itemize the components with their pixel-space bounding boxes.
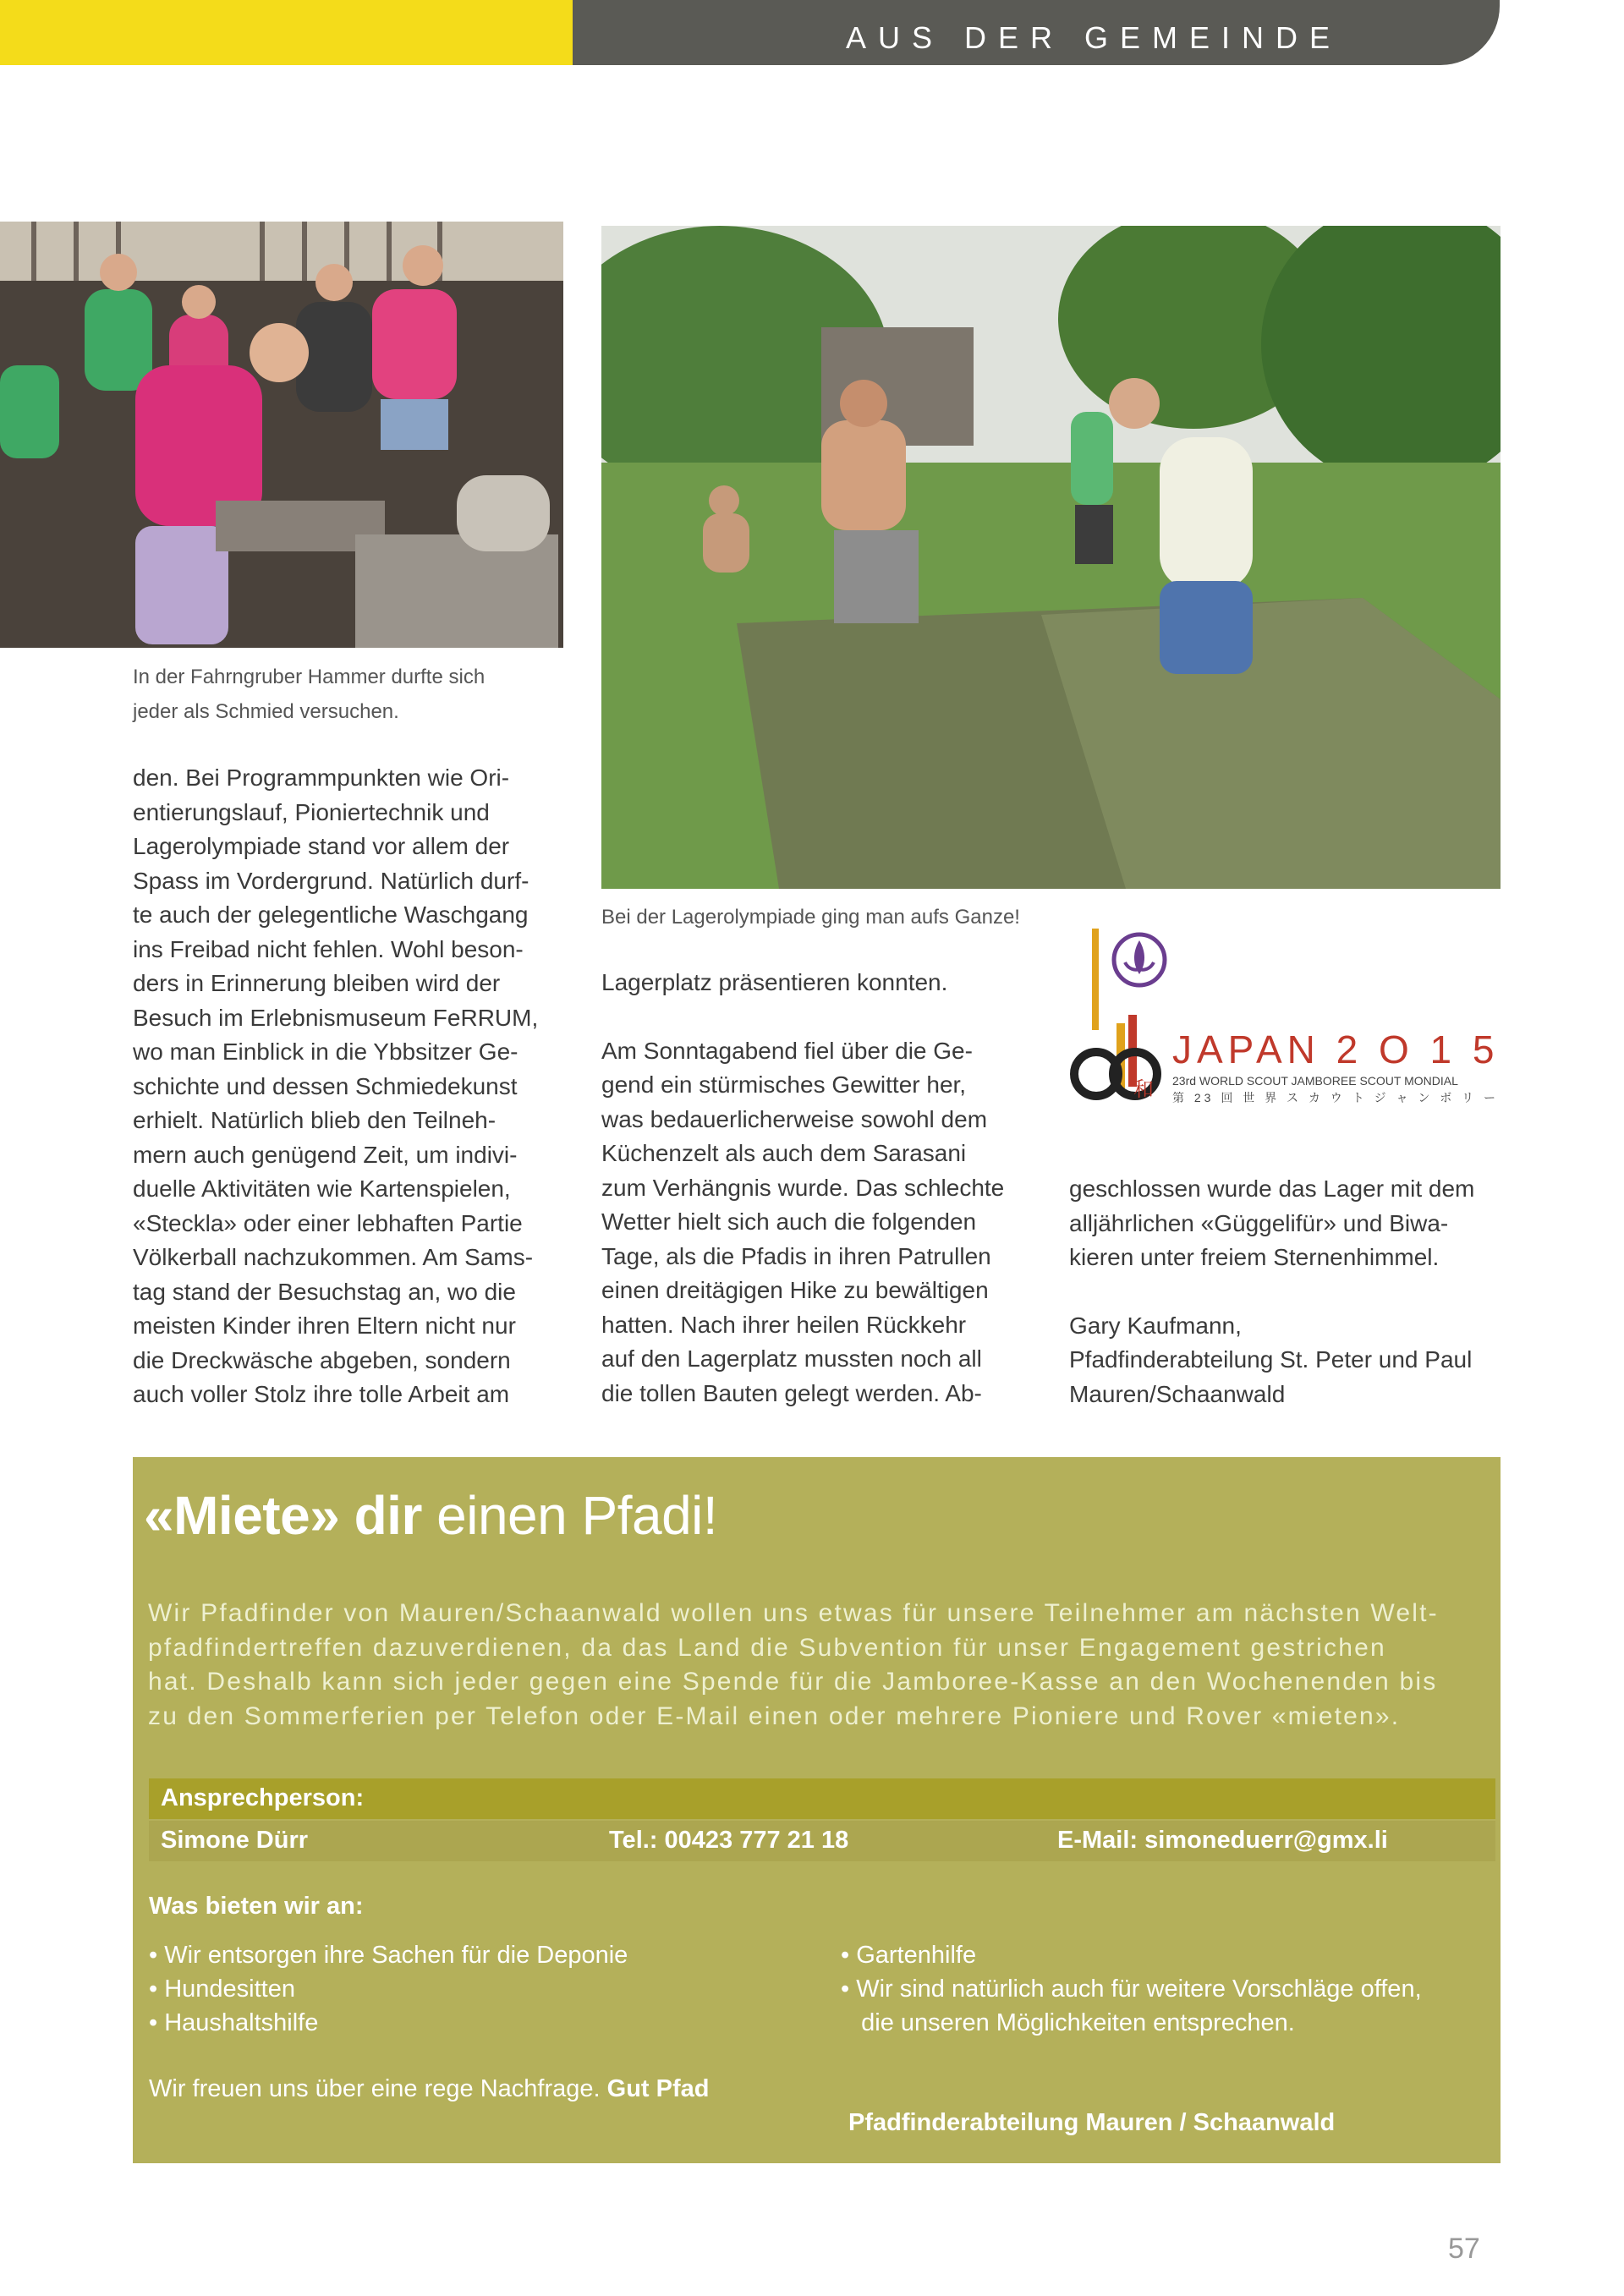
section-title: AUS DER GEMEINDE: [846, 20, 1342, 55]
text-line: auf den Lagerplatz mussten noch all: [601, 1345, 982, 1372]
photo-blacksmith-caption: [133, 660, 556, 729]
photo-lagerolympiade: [601, 226, 1501, 889]
text-line: einen dreitägigen Hike zu bewältigen: [601, 1277, 989, 1303]
text-line: zum Verhängnis wurde. Das schlechte: [601, 1174, 1005, 1201]
text-line: Wetter hielt sich auch die folgenden: [601, 1208, 977, 1235]
logo-line-2: 第 23 回 世 界 ス カ ウ ト ジ ャ ン ボ リ ー: [1172, 1091, 1500, 1104]
offer-list-left: [149, 1938, 628, 2040]
text-line: tag stand der Besuchstag an, wo die: [133, 1278, 516, 1305]
contact-label: Ansprechperson:: [161, 1784, 365, 1811]
offer-list-right: [841, 1938, 1422, 2040]
ad-intro-line: pfadfindertreffen dazuverdienen, da das Land die Subvention für unser Engagement gestrichen: [148, 1633, 1386, 1662]
text-line: Küchenzelt als auch dem Sarasani: [601, 1140, 967, 1166]
logo-line-1: 23rd WORLD SCOUT JAMBOREE SCOUT MONDIAL: [1172, 1074, 1458, 1088]
ad-signature: Pfadfinderabteilung Mauren / Schaanwald: [848, 2109, 1336, 2136]
text-line: Völkerball nachzukommen. Am Sams-: [133, 1244, 534, 1270]
list-item: • Wir sind natürlich auch für weitere Vorschläge offen,: [841, 1975, 1422, 2003]
ad-thanks-bold: Gut Pfad: [606, 2075, 710, 2102]
text-line: alljährlichen «Güggelifür» und Biwa-: [1069, 1209, 1449, 1236]
text-line: kieren unter freiem Sternenhimmel.: [1069, 1244, 1440, 1270]
text-line: Am Sonntagabend fiel über die Ge-: [601, 1037, 973, 1064]
list-item: • Gartenhilfe: [841, 1942, 977, 1969]
text-line: «Steckla» oder einer lebhaften Partie: [133, 1209, 523, 1236]
text-line: erhielt. Natürlich blieb den Teilneh-: [133, 1107, 497, 1133]
list-item: • Haushaltshilfe: [149, 2009, 319, 2036]
text-line: Lagerplatz präsentieren konnten.: [601, 969, 948, 995]
article-column-2: [601, 966, 1033, 1411]
text-line: den. Bei Programmpunkten wie Ori-: [133, 764, 510, 791]
ad-thanks-text: Wir freuen uns über eine rege Nachfrage.: [149, 2075, 607, 2102]
text-line: meisten Kinder ihren Eltern nicht nur: [133, 1312, 516, 1339]
article-column-3: [1069, 1172, 1502, 1411]
ad-thanks: [149, 2075, 709, 2103]
ad-title: [144, 1484, 717, 1547]
list-item: • Hundesitten: [149, 1975, 295, 2003]
text-line: Tage, als die Pfadis in ihren Patrullen: [601, 1242, 991, 1269]
contact-phone: Tel.: 00423 777 21 18: [609, 1827, 849, 1854]
text-line: ders in Erinnerung bleiben wird der: [133, 970, 501, 996]
text-line: ins Freibad nicht fehlen. Wohl beson-: [133, 935, 524, 962]
ad-title-rest: einen Pfadi!: [421, 1485, 718, 1546]
text-line: geschlossen wurde das Lager mit dem: [1069, 1175, 1475, 1202]
ad-intro-line: hat. Deshalb kann sich jeder gegen eine Spende für die Jamboree-Kasse an den Wochenenden bis: [148, 1668, 1438, 1696]
text-line: hatten. Nach ihrer heilen Rückkehr: [601, 1311, 967, 1338]
text-line: entierungslauf, Pioniertechnik und: [133, 798, 490, 825]
contact-email: E-Mail: simoneduerr@gmx.li: [1057, 1827, 1388, 1854]
page-number: 57: [1448, 2233, 1480, 2265]
ad-intro-line: zu den Sommerferien per Telefon oder E-Mail einen oder mehrere Pioniere und Rover «mieten».: [148, 1701, 1401, 1730]
author-org: Pfadfinderabteilung St. Peter und Paul: [1069, 1346, 1473, 1373]
ad-intro-line: Wir Pfadfinder von Mauren/Schaanwald wollen uns etwas für unsere Teilnehmer am nächsten Welt-: [148, 1599, 1439, 1627]
ad-title-bold: «Miete» dir: [144, 1485, 422, 1546]
author-place: Mauren/Schaanwald: [1069, 1380, 1286, 1407]
text-line: was bedauerlicherweise sowohl dem: [601, 1105, 988, 1132]
caption-line: jeder als Schmied versuchen.: [133, 700, 399, 723]
text-line: schichte und dessen Schmiedekunst: [133, 1072, 518, 1099]
author-name: Gary Kaufmann,: [1069, 1312, 1242, 1339]
text-line: die Dreckwäsche abgeben, sondern: [133, 1346, 511, 1373]
text-line: gend ein stürmisches Gewitter her,: [601, 1071, 967, 1098]
list-item: die unseren Möglichkeiten entsprechen.: [841, 2009, 1295, 2036]
header-accent-bar: [0, 0, 573, 65]
text-line: duelle Aktivitäten wie Kartenspielen,: [133, 1175, 511, 1202]
article-column-1: [133, 761, 564, 1412]
text-line: Spass im Vordergrund. Natürlich durf-: [133, 867, 529, 894]
list-item: • Wir entsorgen ihre Sachen für die Deponie: [149, 1942, 628, 1969]
text-line: te auch der gelegentliche Waschgang: [133, 901, 529, 928]
logo-kanji: 和: [1133, 1078, 1154, 1101]
text-line: mern auch genügend Zeit, um indivi-: [133, 1141, 518, 1168]
text-line: Lagerolympiade stand vor allem der: [133, 833, 510, 859]
ad-intro: [148, 1597, 1493, 1734]
text-line: Besuch im Erlebnismuseum FeRRUM,: [133, 1004, 539, 1031]
logo-title: JAPAN 2 O 1 5: [1172, 1027, 1500, 1071]
contact-name: Simone Dürr: [161, 1827, 309, 1854]
photo-lagerolympiade-caption: Bei der Lagerolympiade ging man aufs Ganze!: [601, 906, 1020, 929]
photo-blacksmith: [0, 222, 563, 648]
text-line: wo man Einblick in die Ybbsitzer Ge-: [133, 1038, 518, 1065]
offer-heading: Was bieten wir an:: [149, 1893, 364, 1920]
jamboree-emblem-icon: [1067, 922, 1169, 1108]
jamboree-logo: [1067, 922, 1507, 1116]
text-line: auch voller Stolz ihre tolle Arbeit am: [133, 1381, 510, 1407]
text-line: die tollen Bauten gelegt werden. Ab-: [601, 1379, 982, 1406]
caption-line: In der Fahrngruber Hammer durfte sich: [133, 666, 486, 688]
